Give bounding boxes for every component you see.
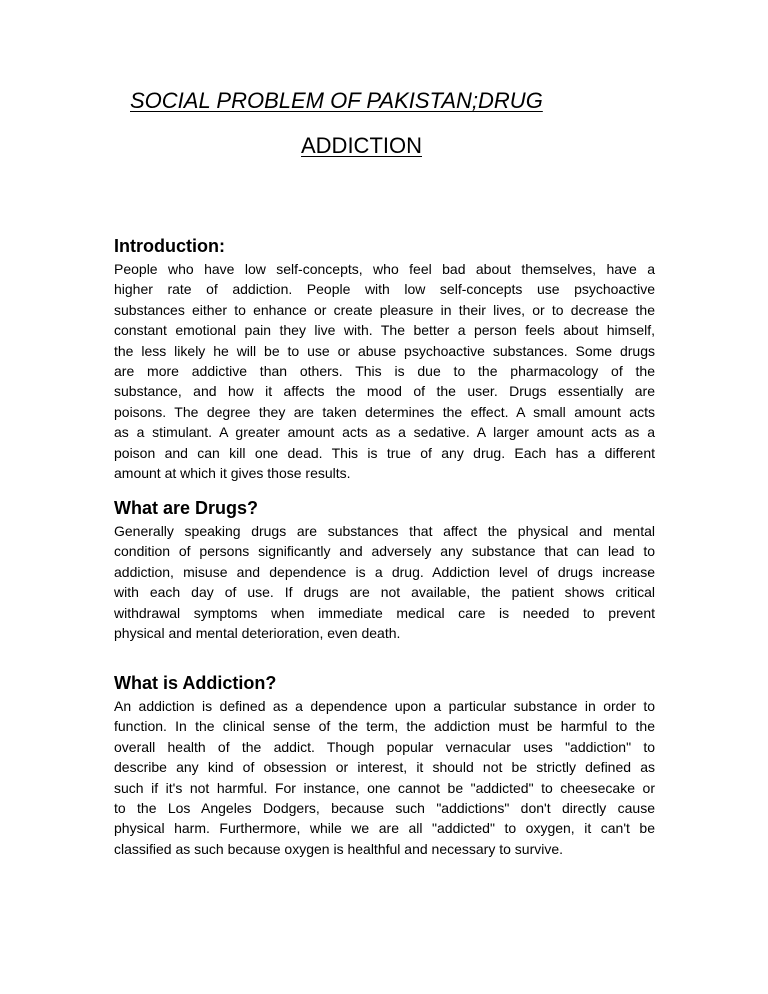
- paragraph-line: poisons. The degree they are taken determines the effect. A small amount acts: [114, 403, 655, 420]
- paragraph-line: function. In the clinical sense of the term, the addiction must be harmful to the: [114, 718, 655, 735]
- section-heading: What are Drugs?: [114, 498, 259, 518]
- paragraph-line: poison and can kill one dead. This is true of any drug. Each has a different: [114, 444, 655, 461]
- section-heading: Introduction:: [114, 236, 225, 256]
- section-what-is-addiction: [114, 672, 655, 859]
- paragraph-line: classified as such because oxygen is healthful and necessary to survive.: [114, 840, 564, 857]
- paragraph-line: physical harm. Furthermore, while we are all "addicted" to oxygen, it can't be: [114, 820, 655, 837]
- document-title-line-2: ADDICTION: [301, 133, 422, 158]
- paragraph-line: addiction, misuse and dependence is a drug. Addiction level of drugs increase: [114, 563, 655, 580]
- paragraph-line: are more addictive than others. This is due to the pharmacology of the: [114, 363, 655, 380]
- paragraph-line: describe any kind of obsession or interest, it should not be strictly defined as: [114, 759, 655, 776]
- paragraph-line: amount at which it gives those results.: [114, 465, 351, 482]
- paragraph-line: as a stimulant. A greater amount acts as a sedative. A larger amount acts as a: [114, 424, 655, 441]
- paragraph-line: physical and mental deterioration, even death.: [114, 625, 401, 642]
- section-paragraph: [114, 259, 655, 483]
- section-paragraph: [114, 696, 655, 859]
- paragraph-line: substance, and how it affects the mood of the user. Drugs essentially are: [114, 383, 655, 400]
- paragraph-line: condition of persons significantly and adversely any substance that can lead to: [114, 543, 655, 560]
- paragraph-line: People who have low self-concepts, who feel bad about themselves, have a: [114, 261, 655, 277]
- section-what-are-drugs: [114, 497, 655, 643]
- paragraph-line: overall health of the addict. Though popular vernacular uses "addiction" to: [114, 738, 655, 755]
- paragraph-line: substances either to enhance or create pleasure in their lives, or to decrease the: [114, 301, 655, 318]
- paragraph-line: to the Los Angeles Dodgers, because such "addictions" don't directly cause: [114, 800, 655, 817]
- paragraph-line: withdrawal symptoms when immediate medical care is needed to prevent: [114, 604, 655, 621]
- document-title-line-1: SOCIAL PROBLEM OF PAKISTAN;DRUG: [130, 88, 543, 113]
- paragraph-line: such if it's not harmful. For instance, one cannot be "addicted" to cheesecake or: [114, 779, 655, 796]
- paragraph-line: constant emotional pain they live with. The better a person feels about himself,: [114, 322, 655, 339]
- paragraph-line: with each day of use. If drugs are not available, the patient shows critical: [114, 584, 655, 601]
- paragraph-line: the less likely he will be to use or abuse psychoactive substances. Some drugs: [114, 342, 655, 359]
- paragraph-line: Generally speaking drugs are substances that affect the physical and mental: [114, 523, 655, 539]
- section-heading: What is Addiction?: [114, 673, 277, 693]
- section-introduction: [114, 235, 655, 483]
- paragraph-line: An addiction is defined as a dependence upon a particular substance in order to: [114, 698, 655, 714]
- paragraph-line: higher rate of addiction. People with low self-concepts use psychoactive: [114, 281, 655, 298]
- section-paragraph: [114, 521, 655, 643]
